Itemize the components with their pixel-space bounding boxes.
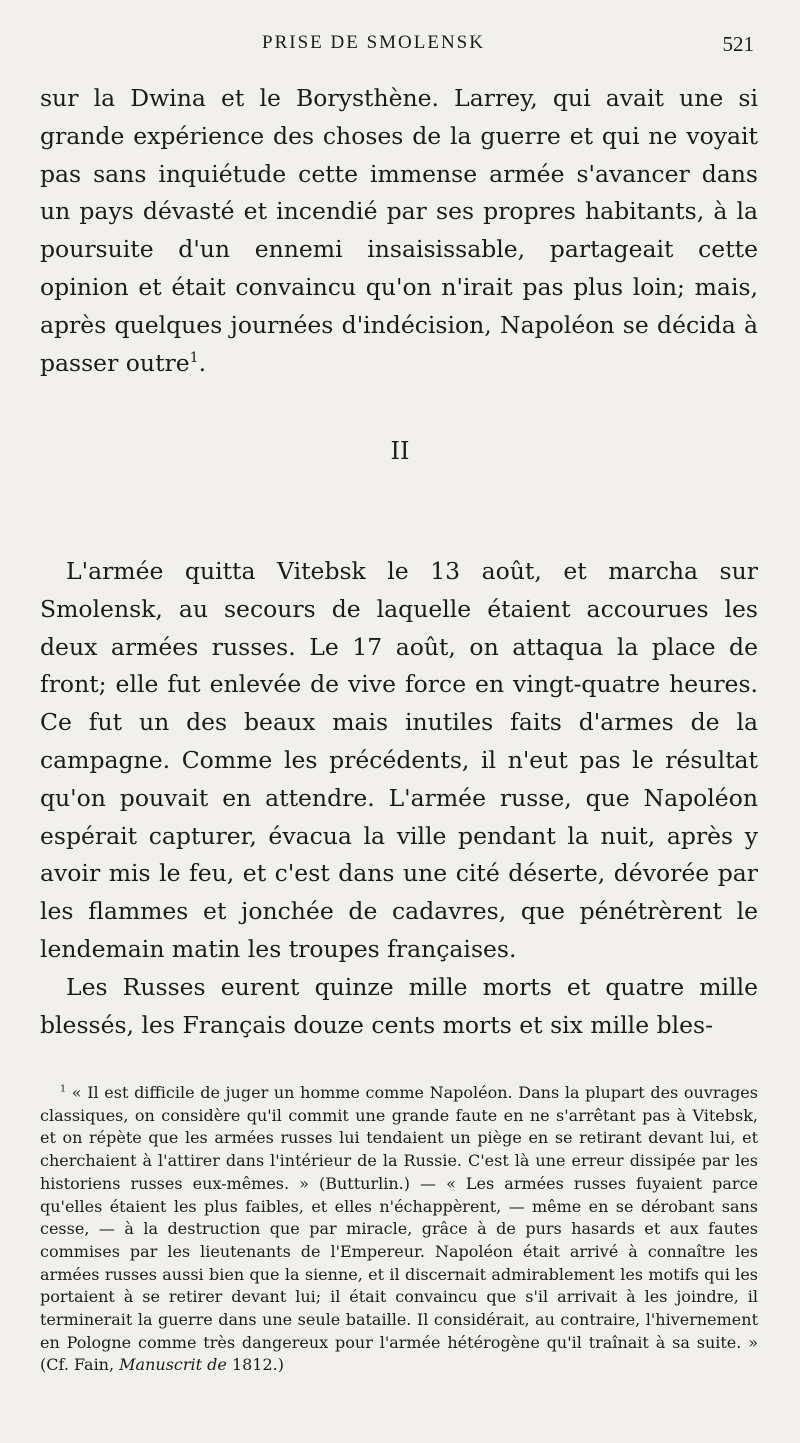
- footnote-marker: 1: [60, 1083, 67, 1095]
- footnote-source-title: Manuscrit de: [119, 1355, 227, 1375]
- paragraph-1-text: sur la Dwina et le Borysthène. Larrey, qui avait une si grande expérience des choses de la guerre et qui ne voyait pas sans inquiétude cette immense armée s'avancer dans un pays dévasté et incendié par ses propres habitants, à la poursuite d'un ennemi insaisissable, partageait cette opinion et était convaincu qu'on n'irait pas plus loin; mais, après quelques journées d'indécision, Napoléon se décida à passer outre: [40, 84, 758, 377]
- footnote-text: « Il est difficile de juger un homme comme Napoléon. Dans la plupart des ouvrages classiques, on considère qu'il commit une grande faute en ne s'arrêtant pas à Vitebsk, et on répète que les armées russes lui tendaient un piège en se retirant devant lui, et cherchaient à l'attirer dans l'intérieur de la Russie. C'est là une erreur dissipée par les historiens russes eux-mêmes. » (Butturlin.) — « Les armées russes fuyaient parce qu'elles étaient les plus faibles, et elles n'échappèrent, — même en se dérobant sans cesse, — à la destruction que par miracle, grâce à de purs hasards et aux fautes commises par les lieutenants de l'Empereur. Napoléon était arrivé à connaître les armées russes aussi bien que la sienne, et il discernait admirablement les motifs qui les portaient à se retirer devant lui; il était convaincu que s'il arrivait à les joindre, il terminerait la guerre dans une seule bataille. Il considérait, au contraire, l'hivernement en Pologne comme très dangereux pour l'armée hétérogène qu'il traînait à sa suite. » (Cf. Fain,: [40, 1083, 758, 1375]
- paragraph-1-end: .: [198, 348, 207, 377]
- page-number: 521: [722, 32, 754, 56]
- paragraph-1: [40, 80, 758, 382]
- footnote-source-year: 1812.): [226, 1355, 284, 1375]
- page-header: [0, 32, 800, 62]
- footnote-reference: 1: [189, 349, 199, 366]
- footnote: [40, 1082, 758, 1377]
- paragraph-2: L'armée quitta Vitebsk le 13 août, et marcha sur Smolensk, au secours de laquelle étaient accourues les deux armées russes. Le 17 août, on attaqua la place de front; elle fut enlevée de vive force en vingt-quatre heures. Ce fut un des beaux mais inutiles faits d'armes de la campagne. Comme les précédents, il n'eut pas le résultat qu'on pouvait en attendre. L'armée russe, que Napoléon espérait capturer, évacua la ville pendant la nuit, après y avoir mis le feu, et c'est dans une cité déserte, dévorée par les flammes et jonchée de cadavres, que pénétrèrent le lendemain matin les troupes françaises.: [40, 557, 758, 963]
- section-body: [40, 553, 758, 1044]
- running-head: PRISE DE SMOLENSK: [262, 32, 485, 53]
- section-number: II: [390, 437, 410, 465]
- paragraph-3: Les Russes eurent quinze mille morts et quatre mille blessés, les Français douze cents morts et six mille bles-: [40, 972, 758, 1039]
